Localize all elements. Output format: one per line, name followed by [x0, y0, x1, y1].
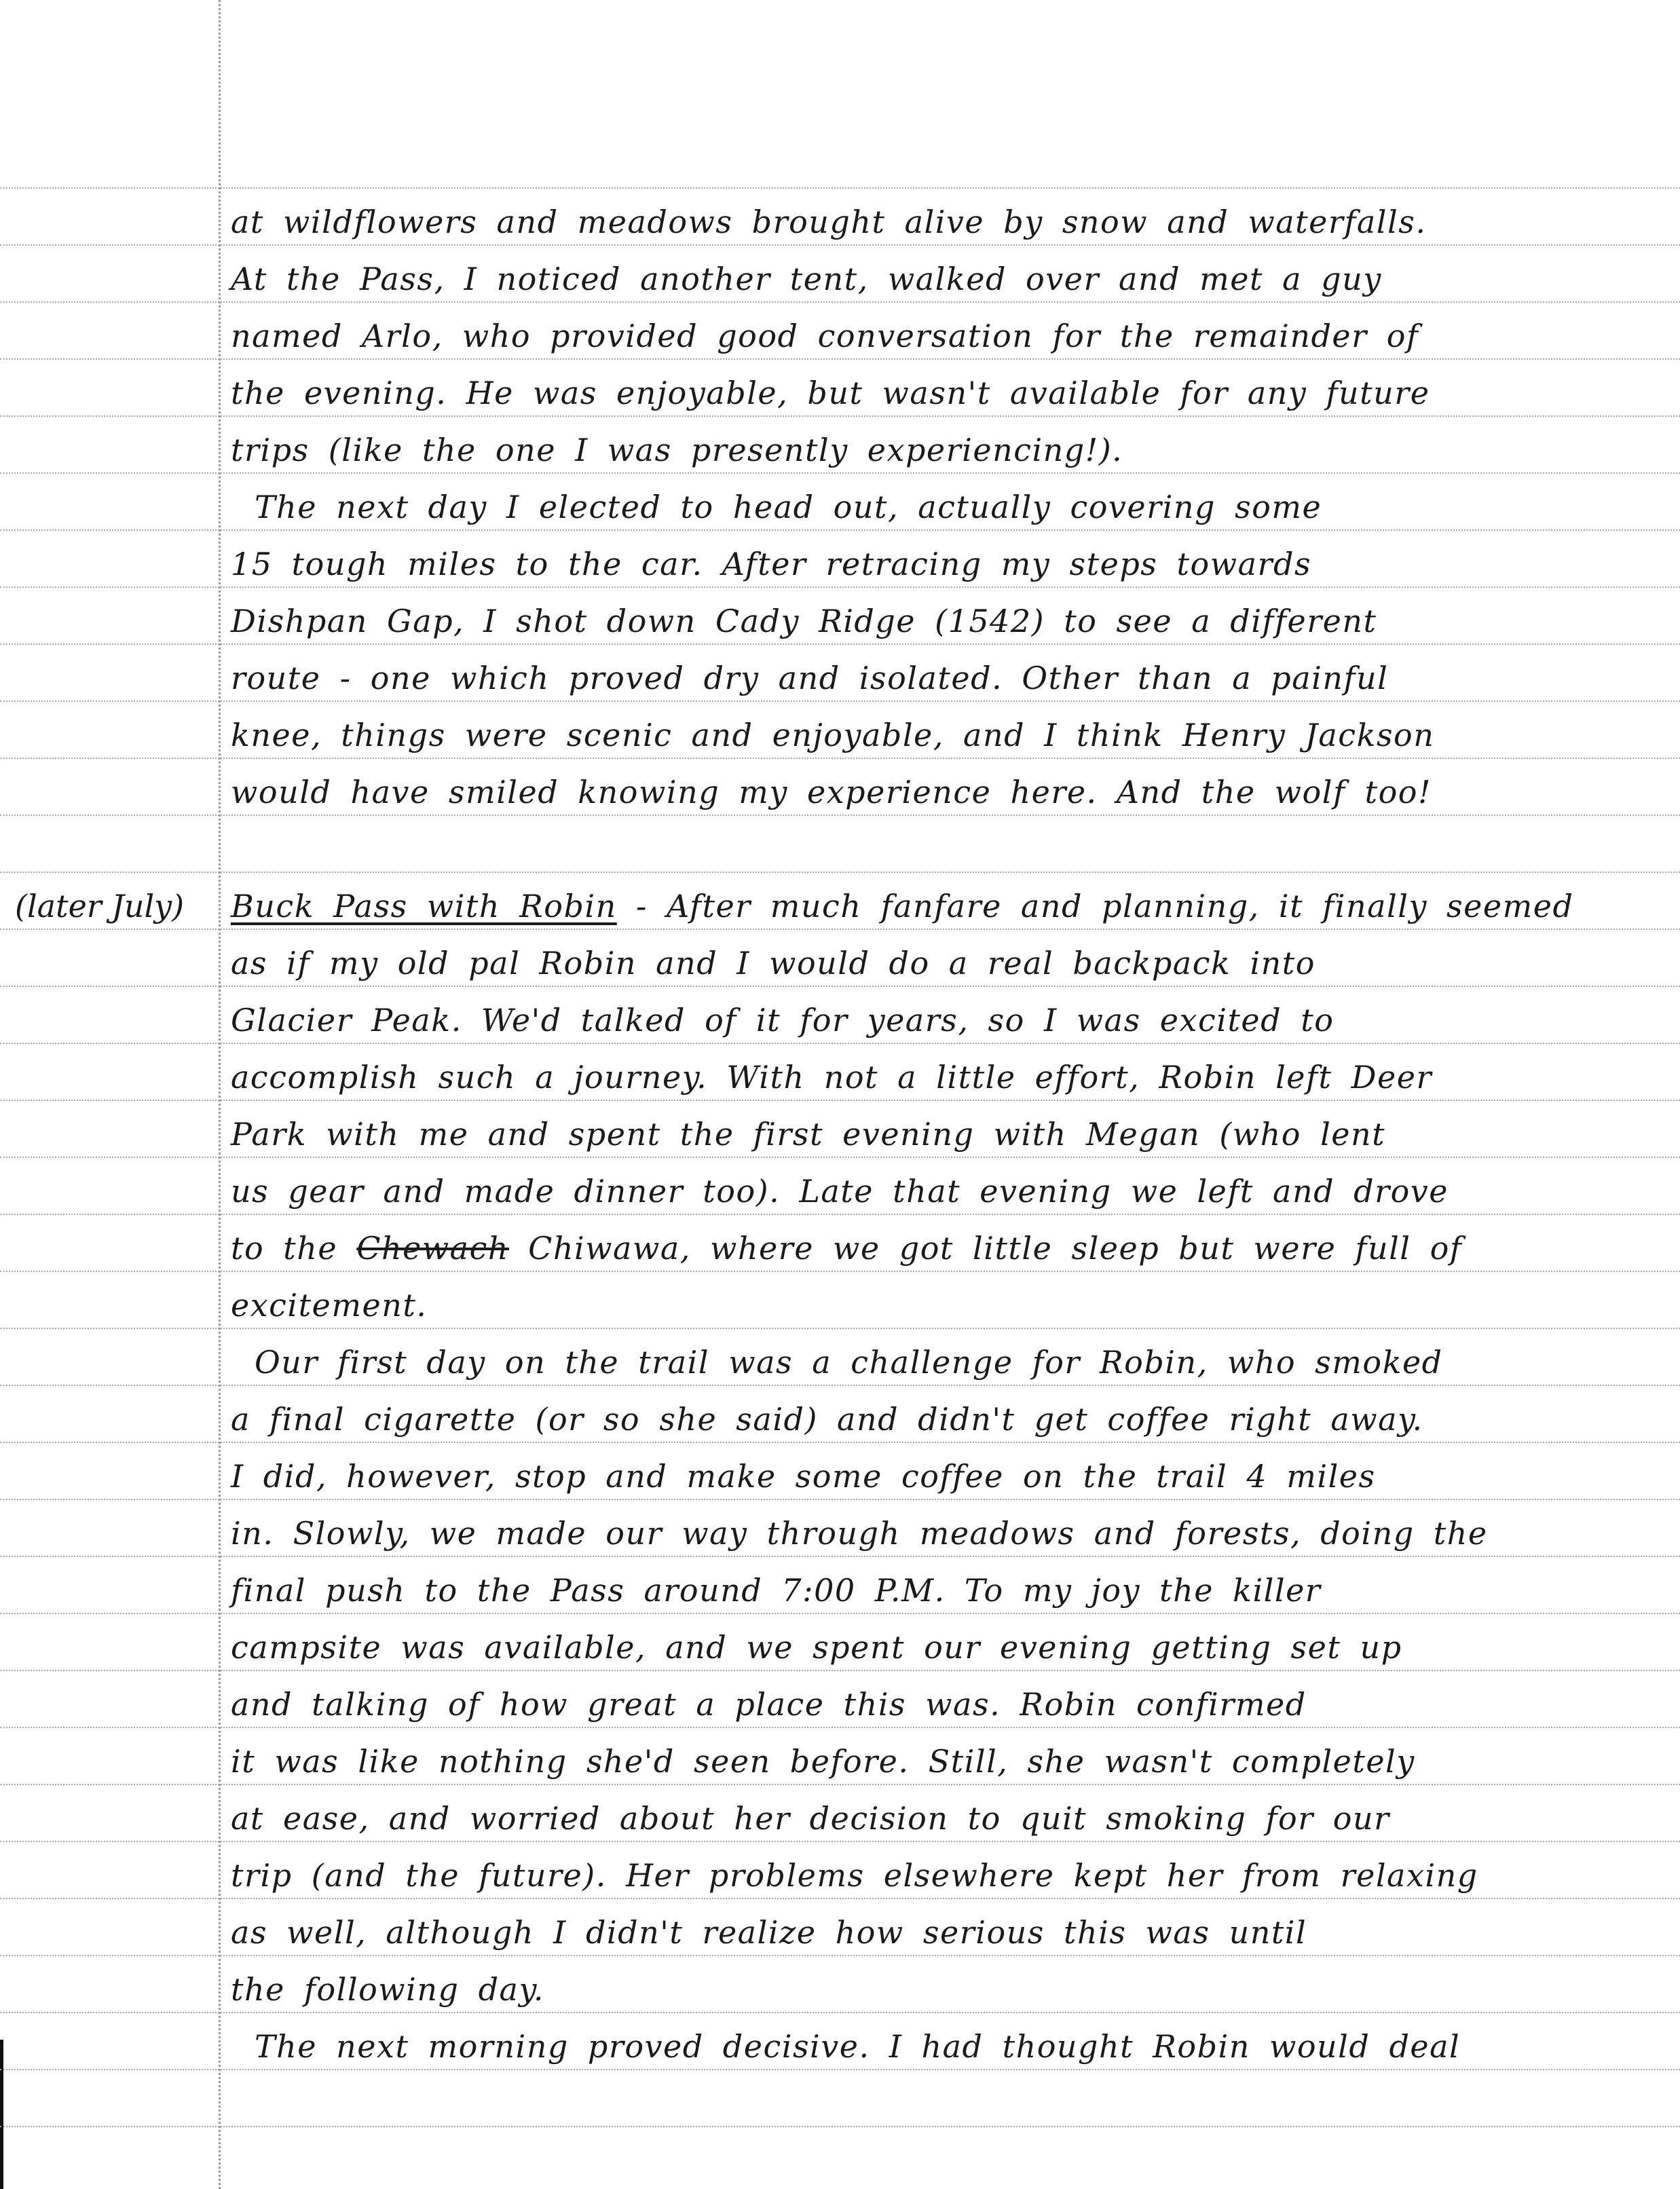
line-text: it was like nothing she'd seen before. Still, she wasn't completely	[231, 1743, 1415, 1780]
text-line	[0, 1556, 1680, 1613]
line-text: accomplish such a journey. With not a little effort, Robin left Deer	[231, 1059, 1432, 1096]
line-text: The next morning proved decisive. I had thought Robin would deal	[255, 2028, 1461, 2065]
line-text: as if my old pal Robin and I would do a real backpack into	[231, 945, 1315, 981]
line-text: knee, things were scenic and enjoyable, and I think Henry Jackson	[231, 717, 1435, 753]
line-text: at ease, and worried about her decision to quit smoking for our	[231, 1800, 1390, 1837]
line-text: trips (like the one I was presently experiencing!).	[231, 432, 1123, 468]
text-line	[0, 700, 1680, 757]
line-text: the following day.	[231, 1971, 544, 2008]
line-text: and talking of how great a place this was. Robin confirmed	[231, 1686, 1307, 1723]
drive-line-before: to the	[231, 1230, 357, 1267]
text-line	[0, 1442, 1680, 1499]
text-line	[0, 1100, 1680, 1157]
text-line	[0, 1955, 1680, 2012]
entry-heading-line	[0, 872, 1680, 929]
line-text: us gear and made dinner too). Late that evening we left and drove	[231, 1173, 1449, 1210]
text-line	[0, 1898, 1680, 1955]
text-line	[0, 187, 1680, 244]
line-text: Dishpan Gap, I shot down Cady Ridge (1542) to see a different	[231, 603, 1377, 639]
drive-line-after: Chiwawa, where we got little sleep but were full of	[509, 1230, 1463, 1267]
text-line	[0, 929, 1680, 986]
text-line	[0, 1157, 1680, 1214]
text-line	[0, 2012, 1680, 2069]
text-line	[0, 586, 1680, 643]
struck-word: Chewach	[356, 1230, 509, 1267]
text-line	[0, 1727, 1680, 1784]
text-line	[0, 358, 1680, 415]
line-text: The next day I elected to head out, actually covering some	[255, 489, 1322, 525]
line-text: 15 tough miles to the car. After retracing my steps towards	[231, 546, 1312, 582]
line-text: at wildflowers and meadows brought alive by snow and waterfalls.	[231, 204, 1427, 240]
line-text: final push to the Pass around 7:00 P.M. To my joy the killer	[231, 1572, 1322, 1609]
text-line	[0, 1499, 1680, 1556]
text-line	[0, 1043, 1680, 1100]
line-text: would have smiled knowing my experience here. And the wolf too!	[231, 774, 1432, 810]
line-text: route - one which proved dry and isolated. Other than a painful	[231, 660, 1389, 696]
line-text: Glacier Peak. We'd talked of it for years, so I was excited to	[231, 1002, 1334, 1039]
text-line	[0, 1328, 1680, 1385]
line-text: named Arlo, who provided good conversation for the remainder of	[231, 318, 1419, 354]
line-text: campsite was available, and we spent our evening getting set up	[231, 1629, 1402, 1666]
text-line	[0, 1841, 1680, 1898]
line-text: I did, however, stop and make some coffee on the trail 4 miles	[231, 1458, 1376, 1495]
line-text: Our first day on the trail was a challenge for Robin, who smoked	[255, 1344, 1443, 1381]
line-text: as well, although I didn't realize how serious this was until	[231, 1914, 1307, 1951]
line-text: a final cigarette (or so she said) and didn't get coffee right away.	[231, 1401, 1423, 1438]
heading-text	[231, 888, 1573, 924]
text-line	[0, 1670, 1680, 1727]
heading-continuation: - After much fanfare and planning, it finally seemed	[616, 888, 1574, 924]
line-text: At the Pass, I noticed another tent, walked over and met a guy	[231, 261, 1382, 297]
text-line	[0, 643, 1680, 700]
ruled-line	[0, 2069, 1680, 2070]
text-line	[0, 529, 1680, 586]
entry-title: Buck Pass with Robin	[231, 888, 617, 924]
line-text: the evening. He was enjoyable, but wasn't available for any future	[231, 375, 1430, 411]
text-line	[0, 1784, 1680, 1841]
text-line	[0, 301, 1680, 358]
text-line	[0, 472, 1680, 529]
text-line	[0, 986, 1680, 1043]
text-line	[0, 1214, 1680, 1271]
line-text	[231, 1230, 1462, 1267]
text-line	[0, 415, 1680, 472]
text-line	[0, 1613, 1680, 1670]
ruled-line	[0, 2126, 1680, 2127]
line-text: in. Slowly, we made our way through meadows and forests, doing the	[231, 1515, 1488, 1552]
text-line	[0, 1385, 1680, 1442]
date-side-note: (later July)	[15, 888, 185, 924]
line-text: trip (and the future). Her problems elsewhere kept her from relaxing	[231, 1857, 1478, 1894]
text-line	[0, 757, 1680, 815]
line-text: excitement.	[231, 1287, 428, 1324]
text-line	[0, 1271, 1680, 1328]
line-text: Park with me and spent the first evening with Megan (who lent	[231, 1116, 1386, 1153]
ruled-line	[0, 815, 1680, 816]
text-line	[0, 244, 1680, 301]
